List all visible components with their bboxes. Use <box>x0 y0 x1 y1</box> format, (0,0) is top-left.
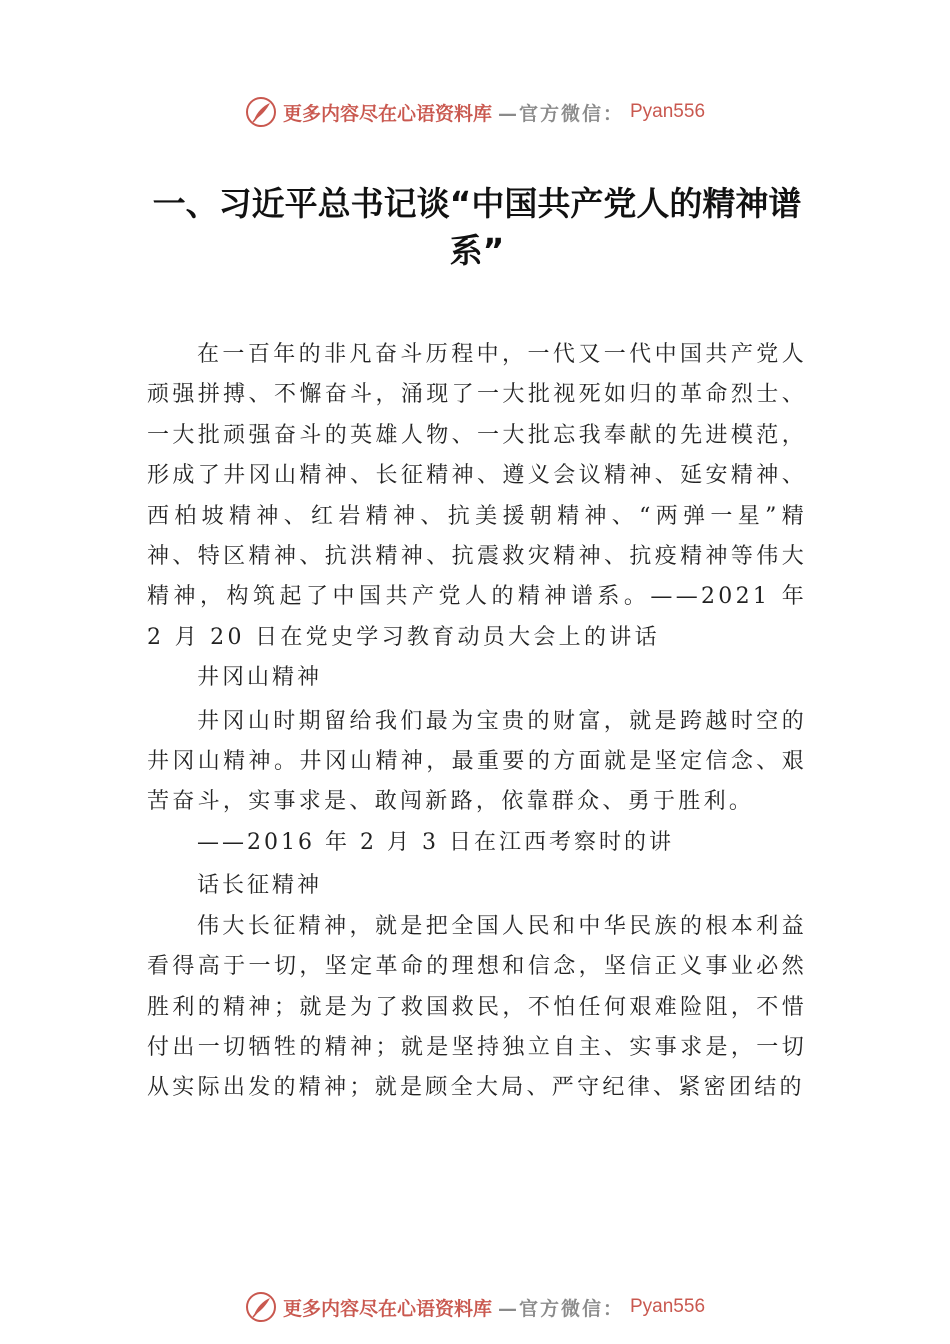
paragraph-long-march: 伟大长征精神，就是把全国人民和中华民族的根本利益看得高于一切，坚定革命的理想和信念，坚信正义事业必然胜利的精神；就是为了救国救民，不怕任何艰难险阻，不惜付出一切牺牲的精神；就是坚持独立自主、实事求是，一切从实际出发的精神；就是顾全大局、严守纪律、紧密团结的 <box>147 913 807 1101</box>
watermark-text: 更多内容尽在心语资料库 <box>282 102 492 125</box>
watermark-label: —官方微信： <box>497 102 624 125</box>
watermark-wechat-id: Pyan556 <box>630 101 706 122</box>
section-heading-long-march: 话长征精神 <box>197 873 323 899</box>
paragraph-intro: 在一百年的非凡奋斗历程中，一代又一代中国共产党人顽强拼搏、不懈奋斗，涌现了一大批视死如归的革命烈士、一大批顽强奋斗的英雄人物、一大批忘我奉献的先进模范，形成了井冈山精神、长征精神、遵义会议精神、延安精神、西柏坡精神、红岩精神、抗美援朝精神、“两弹一星”精神、特区精神、抗洪精神、抗震救灾精神、抗疫精神等伟大精神，构筑起了中国共产党人的精神谱系。——2021 年 2 月 20 日在党史学习教育动员大会上的讲话 <box>147 342 807 650</box>
document-body <box>147 335 807 1109</box>
watermark-text: 更多内容尽在心语资料库 <box>282 1297 492 1320</box>
section-heading-jinggangshan: 井冈山精神 <box>197 665 323 691</box>
watermark-wechat-id: Pyan556 <box>630 1296 706 1317</box>
watermark-label: —官方微信： <box>497 1297 624 1320</box>
paragraph-source-note: ——2016 年 2 月 3 日在江西考察时的讲 <box>197 829 674 855</box>
paragraph-jinggangshan: 井冈山时期留给我们最为宝贵的财富，就是跨越时空的井冈山精神。井冈山精神，最重要的方面就是坚定信念、艰苦奋斗，实事求是、敢闯新路，依靠群众、勇于胜利。 <box>147 708 807 815</box>
document-title: 一、习近平总书记谈“中国共产党人的精神谱系” <box>152 184 802 270</box>
feather-pen-logo-icon <box>245 96 277 128</box>
header-watermark <box>0 96 950 128</box>
feather-pen-logo-icon <box>245 1291 277 1323</box>
footer-watermark <box>0 1291 950 1323</box>
